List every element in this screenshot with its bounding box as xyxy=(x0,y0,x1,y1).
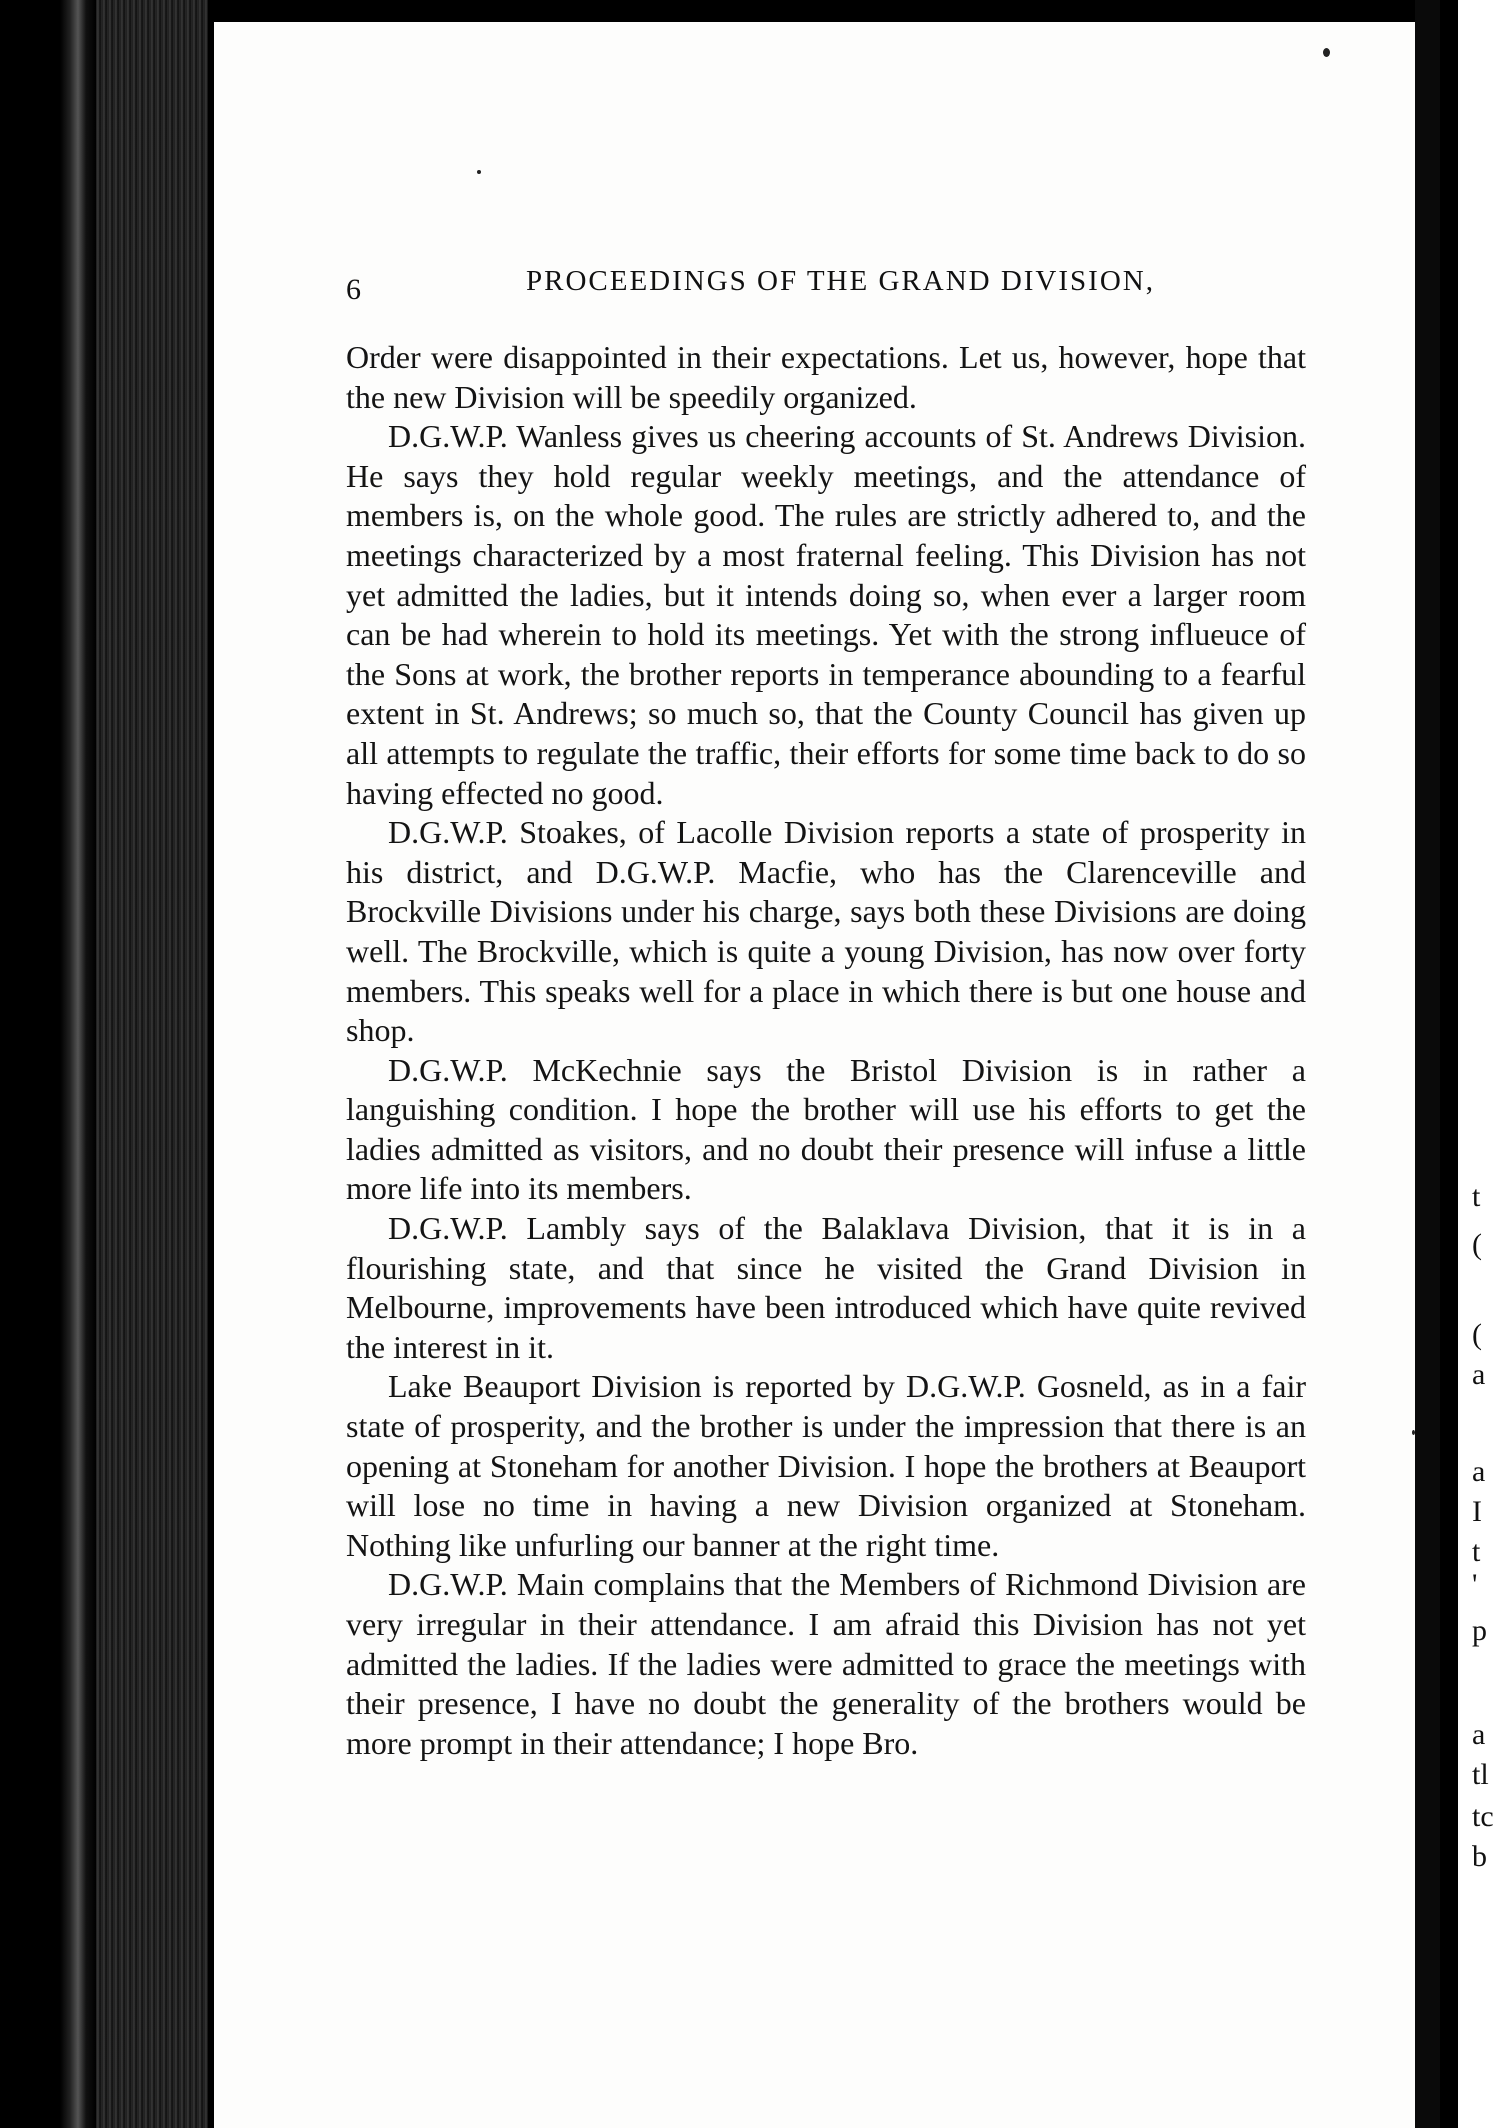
facing-page-fragment: p xyxy=(1472,1614,1487,1647)
book-page-edges xyxy=(96,0,214,2128)
facing-page-fragment: t xyxy=(1472,1535,1481,1568)
page-number: 6 xyxy=(346,273,361,306)
facing-page-strip xyxy=(1440,0,1512,2128)
facing-page-fragment: t xyxy=(1472,1180,1481,1213)
facing-page-fragment: a xyxy=(1472,1358,1486,1391)
body-text xyxy=(346,338,1306,1763)
scan-speck xyxy=(1412,1430,1415,1435)
facing-page-fragment: tl xyxy=(1472,1758,1489,1791)
paragraph: D.G.W.P. Stoakes, of Lacolle Division reports a state of prosperity in his district, and D.G.W.P. Macfie, who has the Clarenceville and Brockville Divisions under his charge, says both these Divisions are doing well. The Brockville, which is quite a young Division, has now over forty members. This speaks well for a place in which there is but one house and shop. xyxy=(346,814,1306,1049)
scan-speck xyxy=(477,170,481,174)
facing-page-fragment: tc xyxy=(1472,1800,1494,1833)
paragraph: Order were disappointed in their expectations. Let us, however, hope that the new Division will be speedily organized. xyxy=(346,339,1306,415)
paragraph: D.G.W.P. Lambly says of the Balaklava Division, that it is in a flourishing state, and that since he visited the Grand Division in Melbourne, improvements have been introduced which have quite revived the interest in it. xyxy=(346,1210,1306,1365)
facing-page-fragment: ' xyxy=(1472,1568,1478,1601)
paragraph: D.G.W.P. Wanless gives us cheering accounts of St. Andrews Division. He says they hold regular weekly meetings, and the attendance of members is, on the whole good. The rules are strictly adhered to, and the meetings characterized by a most fraternal feeling. This Division has not yet admitted the ladies, but it intends doing so, when ever a larger room can be had wherein to hold its meetings. Yet with the strong influeuce of the Sons at work, the brother reports in temperance abounding to a fearful extent in St. Andrews; so much so, that the County Council has given up all attempts to regulate the traffic, their efforts for some time back to do so having effected no good. xyxy=(346,418,1306,811)
running-head-title: PROCEEDINGS OF THE GRAND DIVISION, xyxy=(526,265,1155,297)
facing-page-fragment: b xyxy=(1472,1840,1487,1873)
scan-speck xyxy=(1323,48,1330,57)
running-head xyxy=(346,265,1346,305)
facing-page-fragment: a xyxy=(1472,1455,1486,1488)
paragraph: Lake Beauport Division is reported by D.G.W.P. Gosneld, as in a fair state of prosperity, and the brother is under the impression that there is an opening at Stoneham for another Division. I hope the brothers at Beauport will lose no time in having a new Division organized at Stoneham. Nothing like unfurling our banner at the right time. xyxy=(346,1368,1306,1563)
facing-page-fragment: a xyxy=(1472,1718,1486,1751)
facing-page-fragment: ( xyxy=(1472,1318,1482,1351)
scan-border-left xyxy=(0,0,96,2128)
facing-page-fragment: ( xyxy=(1472,1228,1482,1261)
facing-page-fragment: I xyxy=(1472,1495,1482,1528)
paragraph: D.G.W.P. Main complains that the Members of Richmond Division are very irregular in their attendance. I am afraid this Division has not yet admitted the ladies. If the ladies were admitted to grace the meetings with their presence, I have no doubt the generality of the brothers would be more prompt in their attendance; I hope Bro. xyxy=(346,1566,1306,1761)
paragraph: D.G.W.P. McKechnie says the Bristol Division is in rather a languishing condition. I hope the brother will use his efforts to get the ladies admitted as visitors, and no doubt their presence will infuse a little more life into its members. xyxy=(346,1051,1306,1207)
scan-border-top xyxy=(214,0,1415,22)
